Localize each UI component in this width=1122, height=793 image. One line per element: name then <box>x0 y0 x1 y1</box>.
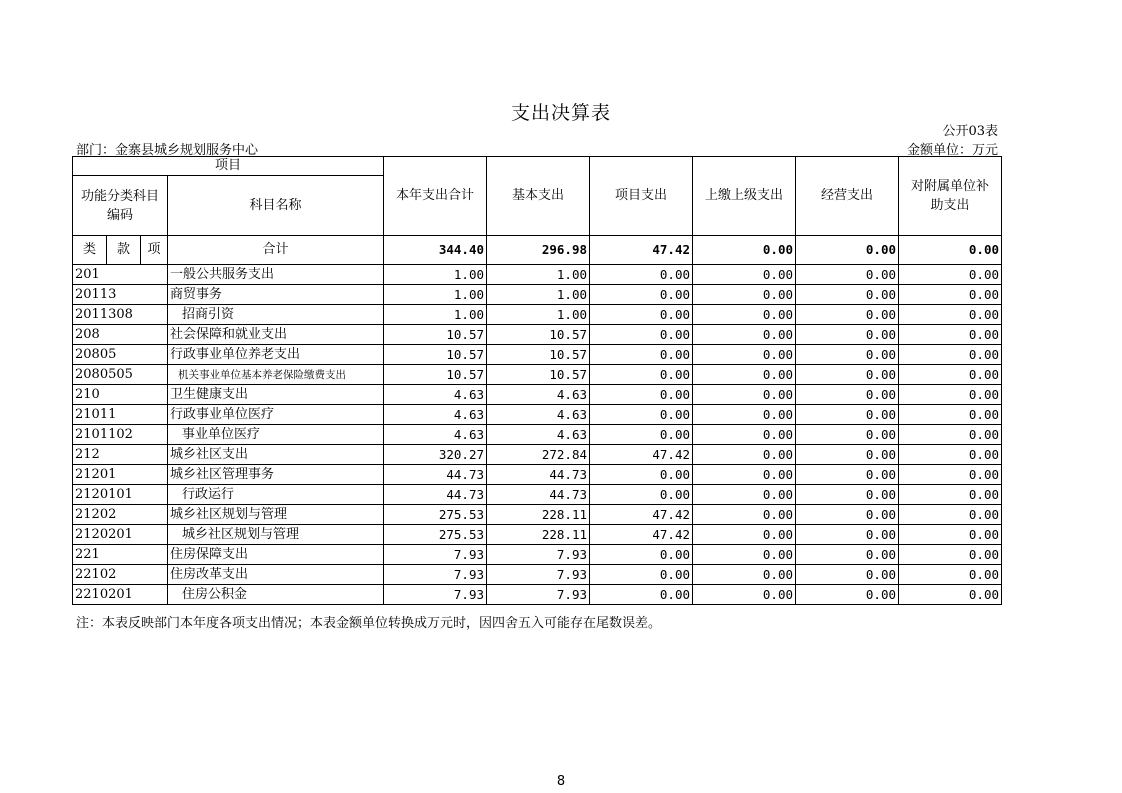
row-basic: 228.11 <box>487 505 590 525</box>
row-code: 208 <box>73 325 168 345</box>
row-name: 城乡社区管理事务 <box>168 465 384 485</box>
row-project: 47.42 <box>590 445 693 465</box>
row-total: 275.53 <box>384 525 487 545</box>
row-total: 1.00 <box>384 265 487 285</box>
row-basic: 228.11 <box>487 525 590 545</box>
row-remit: 0.00 <box>693 365 796 385</box>
row-code: 2080505 <box>73 365 168 385</box>
row-basic: 7.93 <box>487 545 590 565</box>
row-remit: 0.00 <box>693 385 796 405</box>
row-code: 2101102 <box>73 425 168 445</box>
row-operation: 0.00 <box>796 525 899 545</box>
row-total: 10.57 <box>384 345 487 365</box>
row-code: 22102 <box>73 565 168 585</box>
row-name: 机关事业单位基本养老保险缴费支出 <box>168 365 384 385</box>
row-subsidy: 0.00 <box>899 325 1002 345</box>
row-basic: 1.00 <box>487 265 590 285</box>
row-subsidy: 0.00 <box>899 445 1002 465</box>
total-row-remit: 0.00 <box>693 236 796 265</box>
row-project: 0.00 <box>590 385 693 405</box>
total-row-total: 344.40 <box>384 236 487 265</box>
row-operation: 0.00 <box>796 465 899 485</box>
row-project: 0.00 <box>590 325 693 345</box>
row-project: 0.00 <box>590 485 693 505</box>
row-operation: 0.00 <box>796 505 899 525</box>
table-row <box>73 485 1002 505</box>
row-basic: 272.84 <box>487 445 590 465</box>
row-total: 10.57 <box>384 325 487 345</box>
row-remit: 0.00 <box>693 485 796 505</box>
row-subsidy: 0.00 <box>899 585 1002 605</box>
row-subsidy: 0.00 <box>899 485 1002 505</box>
row-subsidy: 0.00 <box>899 345 1002 365</box>
row-code: 2120201 <box>73 525 168 545</box>
row-name: 城乡社区规划与管理 <box>168 505 384 525</box>
row-basic: 10.57 <box>487 365 590 385</box>
row-remit: 0.00 <box>693 545 796 565</box>
page-number: 8 <box>556 774 566 789</box>
row-subsidy: 0.00 <box>899 505 1002 525</box>
table-row <box>73 385 1002 405</box>
table-row <box>73 285 1002 305</box>
row-project: 47.42 <box>590 505 693 525</box>
table-row <box>73 585 1002 605</box>
row-code: 212 <box>73 445 168 465</box>
header-xiang: 项 <box>141 236 168 265</box>
row-operation: 0.00 <box>796 565 899 585</box>
total-row-subsidy: 0.00 <box>899 236 1002 265</box>
row-code: 21201 <box>73 465 168 485</box>
table-note: 注：本表反映部门本年度各项支出情况；本表金额单位转换成万元时，因四舍五入可能存在尾数误差。 <box>76 616 662 631</box>
row-code: 21011 <box>73 405 168 425</box>
row-basic: 4.63 <box>487 385 590 405</box>
table-row <box>73 305 1002 325</box>
row-subsidy: 0.00 <box>899 525 1002 545</box>
row-basic: 4.63 <box>487 425 590 445</box>
row-remit: 0.00 <box>693 345 796 365</box>
row-name: 行政运行 <box>168 485 384 505</box>
row-subsidy: 0.00 <box>899 565 1002 585</box>
table-row <box>73 565 1002 585</box>
row-operation: 0.00 <box>796 445 899 465</box>
row-code: 21202 <box>73 505 168 525</box>
header-code: 功能分类科目编码 <box>73 176 168 236</box>
header-kuan: 款 <box>107 236 141 265</box>
header-item: 项目 <box>73 157 384 176</box>
row-operation: 0.00 <box>796 385 899 405</box>
table-row <box>73 525 1002 545</box>
row-name: 住房改革支出 <box>168 565 384 585</box>
table-row <box>73 445 1002 465</box>
row-name: 卫生健康支出 <box>168 385 384 405</box>
row-project: 0.00 <box>590 365 693 385</box>
table-row <box>73 265 1002 285</box>
row-remit: 0.00 <box>693 285 796 305</box>
row-name: 社会保障和就业支出 <box>168 325 384 345</box>
row-basic: 7.93 <box>487 585 590 605</box>
row-total: 275.53 <box>384 505 487 525</box>
row-project: 47.42 <box>590 525 693 545</box>
row-name: 商贸事务 <box>168 285 384 305</box>
row-operation: 0.00 <box>796 485 899 505</box>
row-name: 住房公积金 <box>168 585 384 605</box>
table-row <box>73 505 1002 525</box>
row-project: 0.00 <box>590 425 693 445</box>
row-remit: 0.00 <box>693 525 796 545</box>
row-operation: 0.00 <box>796 325 899 345</box>
row-remit: 0.00 <box>693 265 796 285</box>
row-code: 201 <box>73 265 168 285</box>
row-total: 10.57 <box>384 365 487 385</box>
row-operation: 0.00 <box>796 545 899 565</box>
row-total: 320.27 <box>384 445 487 465</box>
total-row-operation: 0.00 <box>796 236 899 265</box>
row-name: 城乡社区规划与管理 <box>168 525 384 545</box>
row-project: 0.00 <box>590 305 693 325</box>
row-basic: 10.57 <box>487 325 590 345</box>
row-name: 城乡社区支出 <box>168 445 384 465</box>
row-operation: 0.00 <box>796 285 899 305</box>
row-subsidy: 0.00 <box>899 305 1002 325</box>
row-project: 0.00 <box>590 585 693 605</box>
header-operation: 经营支出 <box>796 157 899 236</box>
row-operation: 0.00 <box>796 585 899 605</box>
row-remit: 0.00 <box>693 305 796 325</box>
table-row <box>73 425 1002 445</box>
row-operation: 0.00 <box>796 265 899 285</box>
row-name: 招商引资 <box>168 305 384 325</box>
row-basic: 4.63 <box>487 405 590 425</box>
row-subsidy: 0.00 <box>899 365 1002 385</box>
row-remit: 0.00 <box>693 325 796 345</box>
row-total: 44.73 <box>384 465 487 485</box>
header-total: 本年支出合计 <box>384 157 487 236</box>
row-project: 0.00 <box>590 345 693 365</box>
row-subsidy: 0.00 <box>899 405 1002 425</box>
row-basic: 7.93 <box>487 565 590 585</box>
table-row <box>73 465 1002 485</box>
row-total: 7.93 <box>384 565 487 585</box>
row-total: 1.00 <box>384 285 487 305</box>
row-project: 0.00 <box>590 565 693 585</box>
row-subsidy: 0.00 <box>899 425 1002 445</box>
row-total: 4.63 <box>384 385 487 405</box>
row-basic: 44.73 <box>487 485 590 505</box>
row-subsidy: 0.00 <box>899 465 1002 485</box>
page-title: 支出决算表 <box>510 102 611 124</box>
row-basic: 10.57 <box>487 345 590 365</box>
row-subsidy: 0.00 <box>899 385 1002 405</box>
row-code: 2210201 <box>73 585 168 605</box>
row-code: 2120101 <box>73 485 168 505</box>
row-remit: 0.00 <box>693 465 796 485</box>
header-remit: 上缴上级支出 <box>693 157 796 236</box>
header-name: 科目名称 <box>168 176 384 236</box>
row-remit: 0.00 <box>693 405 796 425</box>
row-project: 0.00 <box>590 545 693 565</box>
form-number: 公开03表 <box>942 124 998 139</box>
table-row <box>73 365 1002 385</box>
row-remit: 0.00 <box>693 445 796 465</box>
expenditure-table <box>72 156 1002 605</box>
row-operation: 0.00 <box>796 365 899 385</box>
table-row <box>73 325 1002 345</box>
row-total: 7.93 <box>384 585 487 605</box>
row-code: 221 <box>73 545 168 565</box>
total-row-project: 47.42 <box>590 236 693 265</box>
row-code: 210 <box>73 385 168 405</box>
row-total: 4.63 <box>384 425 487 445</box>
table-row <box>73 545 1002 565</box>
row-subsidy: 0.00 <box>899 545 1002 565</box>
department-label: 部门：金寨县城乡规划服务中心 <box>76 143 259 158</box>
row-name: 行政事业单位医疗 <box>168 405 384 425</box>
row-total: 44.73 <box>384 485 487 505</box>
row-operation: 0.00 <box>796 405 899 425</box>
row-remit: 0.00 <box>693 565 796 585</box>
row-subsidy: 0.00 <box>899 285 1002 305</box>
row-remit: 0.00 <box>693 425 796 445</box>
row-total: 1.00 <box>384 305 487 325</box>
row-name: 一般公共服务支出 <box>168 265 384 285</box>
total-row-basic: 296.98 <box>487 236 590 265</box>
header-lei: 类 <box>73 236 107 265</box>
row-remit: 0.00 <box>693 505 796 525</box>
header-basic: 基本支出 <box>487 157 590 236</box>
table-row <box>73 405 1002 425</box>
row-total: 4.63 <box>384 405 487 425</box>
amount-unit-label: 金额单位：万元 <box>906 143 998 158</box>
row-remit: 0.00 <box>693 585 796 605</box>
row-total: 7.93 <box>384 545 487 565</box>
row-basic: 1.00 <box>487 305 590 325</box>
row-name: 事业单位医疗 <box>168 425 384 445</box>
row-basic: 44.73 <box>487 465 590 485</box>
row-project: 0.00 <box>590 285 693 305</box>
row-name: 住房保障支出 <box>168 545 384 565</box>
total-row-label: 合计 <box>168 236 384 265</box>
row-code: 2011308 <box>73 305 168 325</box>
row-project: 0.00 <box>590 405 693 425</box>
row-project: 0.00 <box>590 265 693 285</box>
row-operation: 0.00 <box>796 425 899 445</box>
table-row <box>73 345 1002 365</box>
row-basic: 1.00 <box>487 285 590 305</box>
row-operation: 0.00 <box>796 345 899 365</box>
row-subsidy: 0.00 <box>899 265 1002 285</box>
header-subsidy: 对附属单位补助支出 <box>899 157 1002 236</box>
row-code: 20805 <box>73 345 168 365</box>
row-operation: 0.00 <box>796 305 899 325</box>
row-project: 0.00 <box>590 465 693 485</box>
header-project: 项目支出 <box>590 157 693 236</box>
row-code: 20113 <box>73 285 168 305</box>
row-name: 行政事业单位养老支出 <box>168 345 384 365</box>
